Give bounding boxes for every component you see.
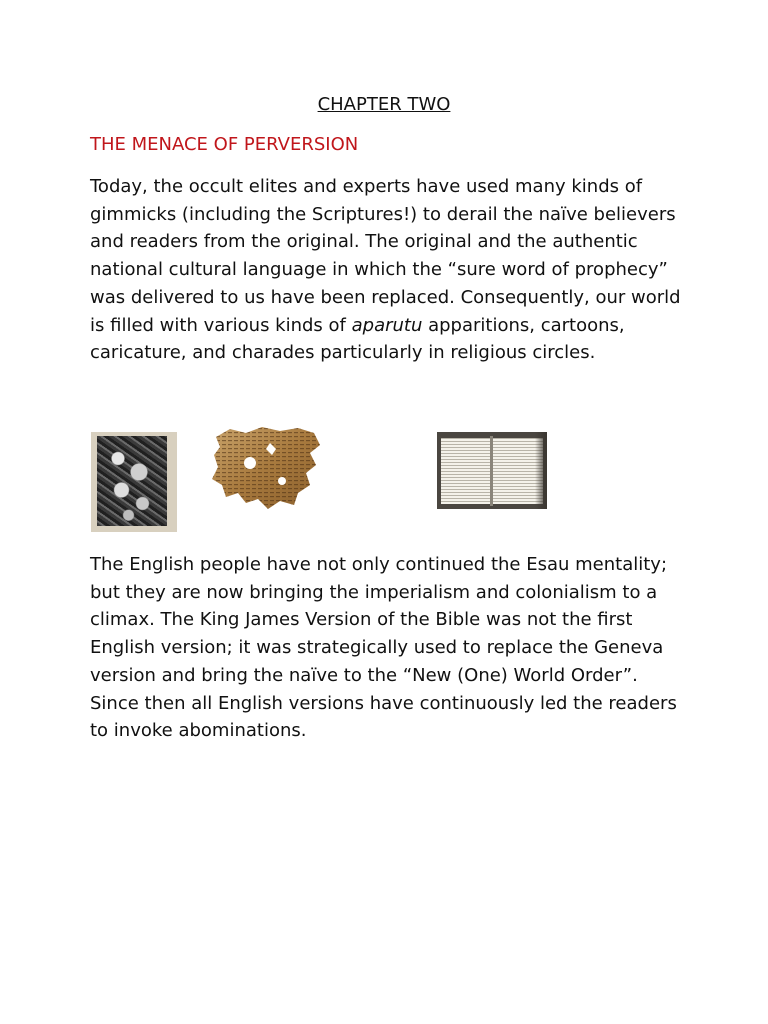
paragraph-2: The English people have not only continued the Esau mentality; but they are now bringing the imperialism and colonialism to a climax. The King James Version of the Bible was not the first English version; it was strategically used to replace the Geneva version and bring the naïve to the “New (One) World Order”. Since then all English versions have continuously led the readers to invoke abominations.	[90, 554, 677, 742]
chapter-title: CHAPTER TWO	[317, 94, 451, 115]
papyrus-manuscript-image	[210, 423, 322, 511]
section-heading: THE MENACE OF PERVERSION	[90, 134, 359, 155]
paragraph-1	[90, 173, 690, 367]
paragraph-1-text-a: Today, the occult elites and experts have used many kinds of gimmicks (including the Scriptures!) to derail the naïve believers and readers from the original. The original and the authentic national cultural language in which the “sure word of prophecy” was delivered to us have been replaced. Consequently, our world is filled with various kinds of	[90, 176, 681, 336]
paragraph-1-text-b: apparitions, cartoons, caricature, and charades particularly in religious circles.	[90, 314, 625, 364]
paragraph-1-italic-term: aparutu	[351, 314, 423, 336]
open-book-image	[437, 432, 547, 509]
ancient-scroll-fragment-image	[91, 432, 177, 532]
